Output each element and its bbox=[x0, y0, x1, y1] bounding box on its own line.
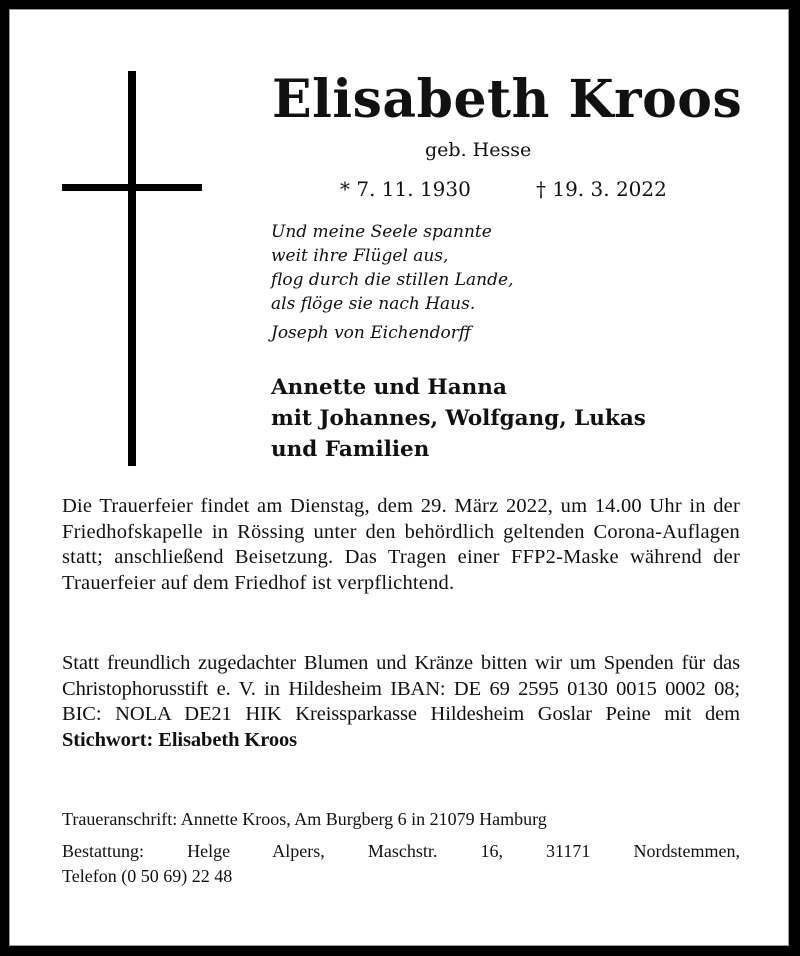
maiden-name: geb. Hesse bbox=[425, 139, 532, 161]
donation-request bbox=[62, 651, 740, 753]
undertaker-address: Bestattung: Helge Alpers, Maschstr. 16, 31171 Nordstemmen, bbox=[62, 841, 740, 861]
poem-line: Und meine Seele spannte bbox=[271, 222, 492, 242]
donation-keyword: Elisabeth Kroos bbox=[158, 728, 298, 751]
undertaker-phone: Telefon (0 50 69) 22 48 bbox=[62, 866, 233, 886]
poem-line: weit ihre Flügel aus, bbox=[271, 246, 449, 266]
death-date: † 19. 3. 2022 bbox=[536, 177, 667, 201]
mourning-address: Traueranschrift: Annette Kroos, Am Burgberg 6 in 21079 Hamburg bbox=[62, 809, 547, 829]
mourners-line: Annette und Hanna bbox=[271, 375, 507, 400]
deceased-name: Elisabeth Kroos bbox=[272, 69, 743, 130]
poem-line: als flöge sie nach Haus. bbox=[271, 294, 476, 314]
mourners bbox=[271, 372, 646, 465]
cross-vertical-bar bbox=[128, 71, 136, 466]
cross-horizontal-bar bbox=[62, 184, 202, 191]
funeral-details: Die Trauerfeier findet am Dienstag, dem 29. März 2022, um 14.00 Uhr in der Friedhofskapelle in Rössing unter den behördlich geltenden Corona-Auflagen statt; anschließend Beisetzung. Das Tragen einer FFP2-Maske während der Trauerfeier auf dem Friedhof ist verpflichtend. bbox=[62, 495, 740, 594]
donation-text: Statt freundlich zugedachter Blumen und Kränze bitten wir um Spenden für das Christophorusstift e. V. in Hildesheim IBAN: DE 69 2595 0130 0015 0002 08; BIC: NOLA DE21 HIK Kreissparkasse Hildesheim Goslar Peine mit dem bbox=[62, 652, 740, 725]
poem-line: flog durch die stillen Lande, bbox=[271, 270, 514, 290]
mourners-line: mit Johannes, Wolfgang, Lukas bbox=[271, 406, 646, 431]
life-dates bbox=[340, 176, 667, 202]
mourners-line: und Familien bbox=[271, 437, 430, 462]
birth-date: * 7. 11. 1930 bbox=[340, 177, 471, 201]
donation-keyword-label: Stichwort: bbox=[62, 728, 154, 751]
poem bbox=[271, 220, 513, 345]
obituary-notice bbox=[9, 9, 789, 946]
poem-author: Joseph von Eichendorff bbox=[271, 323, 471, 343]
undertaker bbox=[62, 839, 740, 889]
